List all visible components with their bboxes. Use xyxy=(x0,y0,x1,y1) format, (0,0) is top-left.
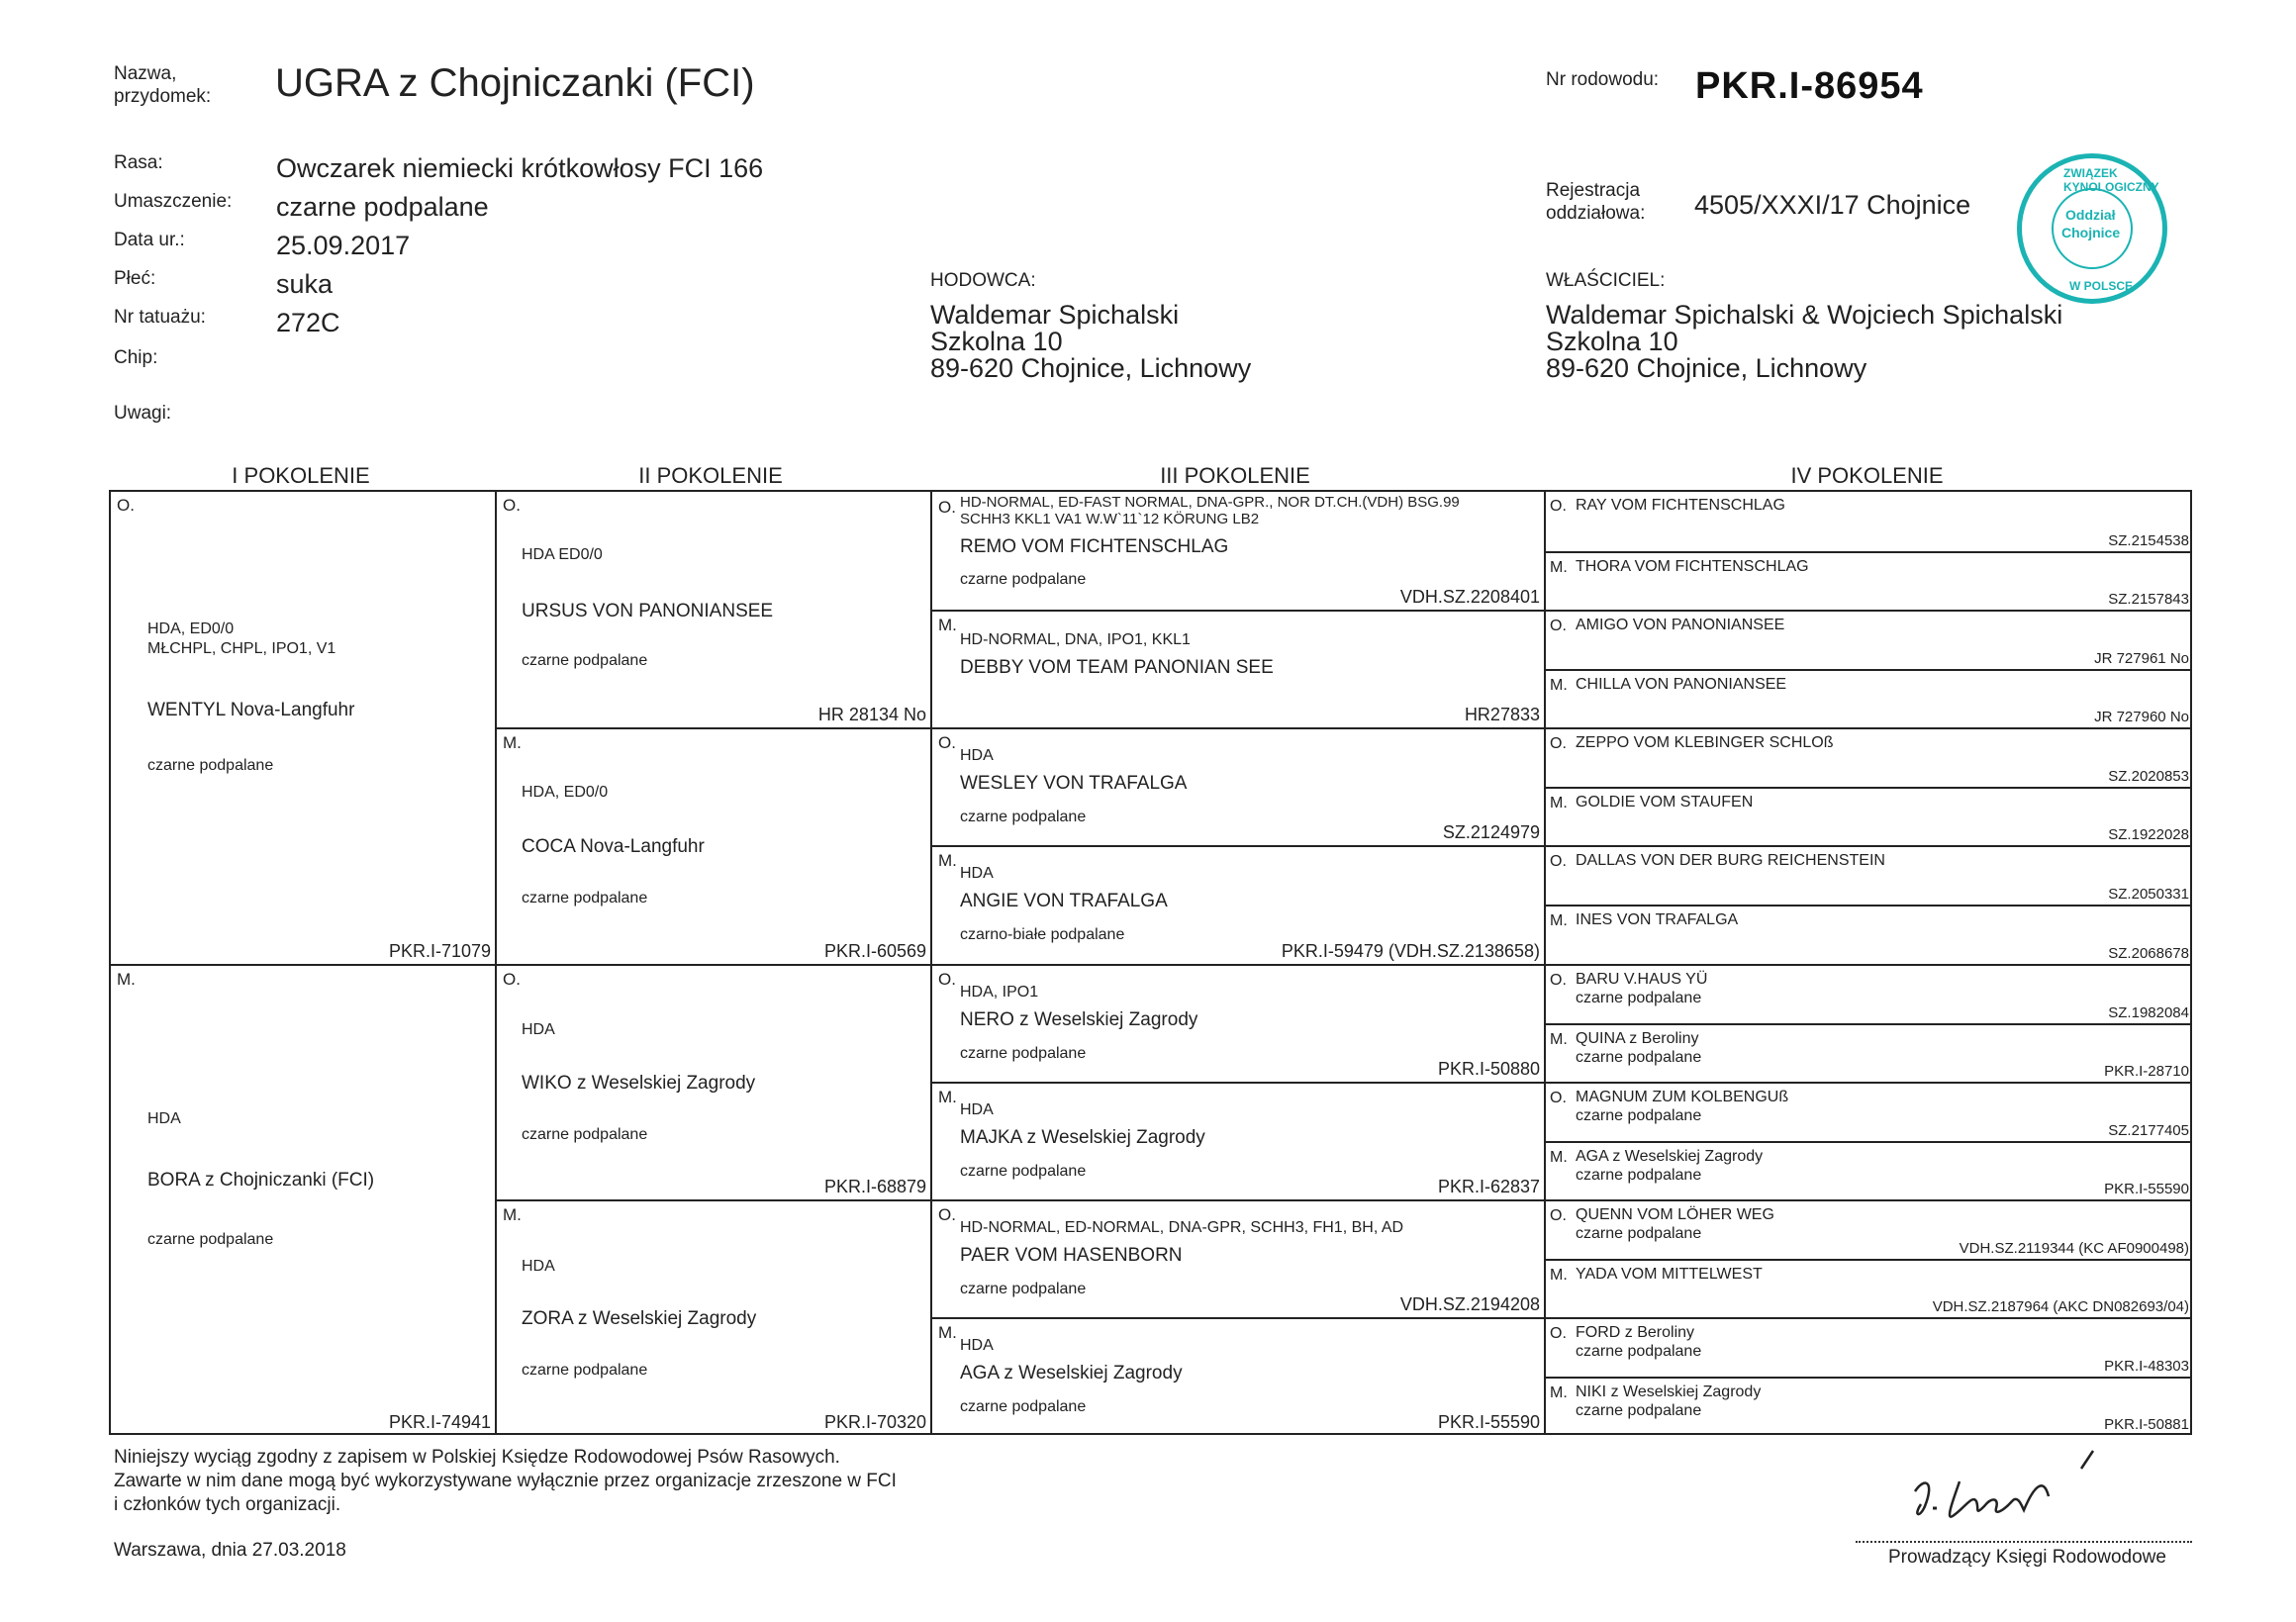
dog-name: FORD z Beroliny xyxy=(1576,1324,1695,1341)
sex-mark: O. xyxy=(938,1205,956,1224)
dog-name: BORA z Chojniczanki (FCI) xyxy=(147,1170,375,1191)
registration-number: VDH.SZ.2208401 xyxy=(1399,587,1540,607)
gen2-cell xyxy=(497,964,930,1199)
dog-name: QUENN VOM LÖHER WEG xyxy=(1576,1206,1774,1223)
dog-color: czarne podpalane xyxy=(1576,1049,1702,1066)
dog-name: ZEPPO VOM KLEBINGER SCHLOß xyxy=(1576,734,1834,751)
registration-number: SZ.2157843 xyxy=(2108,591,2189,608)
dog-name: MAJKA z Weselskiej Zagrody xyxy=(960,1127,1205,1148)
field-label: Umaszczenie: xyxy=(114,191,233,212)
sex-mark: O. xyxy=(1550,1207,1567,1224)
sex-mark: O. xyxy=(938,970,956,989)
dog-name: ANGIE VON TRAFALGA xyxy=(960,891,1168,911)
association-stamp xyxy=(2017,153,2167,304)
registration-number: SZ.2177405 xyxy=(2108,1122,2189,1139)
gen4-cell xyxy=(1546,727,2192,787)
dog-name: QUINA z Beroliny xyxy=(1576,1030,1699,1047)
titles: MŁCHPL, CHPL, IPO1, V1 xyxy=(147,640,336,657)
titles: HD-NORMAL, DNA, IPO1, KKL1 xyxy=(960,631,1191,648)
dog-name: WENTYL Nova-Langfuhr xyxy=(147,700,355,720)
dog-name: AGA z Weselskiej Zagrody xyxy=(960,1363,1183,1383)
dog-color: czarne podpalane xyxy=(960,1398,1087,1415)
gen3-cell xyxy=(932,610,1544,727)
gen2-cell xyxy=(497,727,930,964)
gen4-cell xyxy=(1546,845,2192,905)
sex-mark: O. xyxy=(503,970,521,989)
dog-name: ZORA z Weselskiej Zagrody xyxy=(522,1308,757,1329)
stamp-center-line1: Oddział xyxy=(2065,207,2116,223)
gen-header-3: III POKOLENIE xyxy=(1160,463,1310,488)
gen2-cell xyxy=(497,1199,930,1435)
registration-number: PKR.I-48303 xyxy=(2104,1358,2189,1375)
gen4-cell xyxy=(1546,964,2192,1023)
dog-color: czarne podpalane xyxy=(1576,1167,1702,1184)
registration-number: PKR.I-55590 xyxy=(1437,1412,1540,1432)
dog-name: THORA VOM FICHTENSCHLAG xyxy=(1576,558,1809,575)
dog-color: czarne podpalane xyxy=(960,809,1087,825)
sex-mark: M. xyxy=(938,1088,957,1106)
registration-number: SZ.1982084 xyxy=(2108,1004,2189,1021)
sex-mark: O. xyxy=(1550,1090,1567,1106)
pedigree-number: PKR.I-86954 xyxy=(1695,65,1924,107)
dog-name: DEBBY VOM TEAM PANONIAN SEE xyxy=(960,657,1274,678)
dog-name: MAGNUM ZUM KOLBENGUß xyxy=(1576,1089,1789,1105)
registration-number: SZ.2068678 xyxy=(2108,945,2189,962)
footer-note-line: Niniejszy wyciąg zgodny z zapisem w Polskiej Księdze Rodowodowej Psów Rasowych. xyxy=(114,1447,840,1468)
gen2-cell xyxy=(497,492,930,727)
gen3-cell xyxy=(932,1082,1544,1199)
footer-note-line: Zawarte w nim dane mogą być wykorzystywane wyłącznie przez organizacje zrzeszone w FCI xyxy=(114,1471,897,1491)
dog-name: NIKI z Weselskiej Zagrody xyxy=(1576,1383,1762,1400)
dog-color: czarne podpalane xyxy=(147,757,274,774)
dog-name: DALLAS VON DER BURG REICHENSTEIN xyxy=(1576,852,1885,869)
sex-mark: O. xyxy=(1550,735,1567,752)
dog-name: INES VON TRAFALGA xyxy=(1576,911,1739,928)
gen1-sire xyxy=(111,492,495,964)
sex-mark: M. xyxy=(1550,795,1568,811)
sex-mark: O. xyxy=(1550,498,1567,515)
dog-name: BARU V.HAUS YÜ xyxy=(1576,971,1708,988)
registration-number: VDH.SZ.2194208 xyxy=(1399,1294,1540,1314)
owner-line: 89-620 Chojnice, Lichnowy xyxy=(1546,353,1867,383)
sex-mark: M. xyxy=(938,851,957,870)
titles: HDA xyxy=(960,1101,994,1118)
dog-color: czarne podpalane xyxy=(522,1126,648,1143)
field-label: Płeć: xyxy=(114,268,156,289)
registration-number: PKR.I-60569 xyxy=(823,941,926,961)
dog-name: REMO VOM FICHTENSCHLAG xyxy=(960,536,1229,557)
gen4-cell xyxy=(1546,669,2192,727)
sex-mark: O. xyxy=(938,498,956,517)
gen4-cell xyxy=(1546,787,2192,845)
field-value-color: czarne podpalane xyxy=(276,192,489,222)
gen4-cell xyxy=(1546,492,2192,551)
dog-name: RAY VOM FICHTENSCHLAG xyxy=(1576,497,1785,514)
titles: HDA xyxy=(522,1021,555,1038)
gen4-cell xyxy=(1546,905,2192,964)
owner-line: Waldemar Spichalski & Wojciech Spichalski xyxy=(1546,300,2063,330)
dog-color: czarne podpalane xyxy=(147,1231,274,1248)
stamp-bottom-text: W POLSCE xyxy=(2069,279,2134,293)
registration-number: PKR.I-62837 xyxy=(1437,1177,1540,1196)
registration-number: VDH.SZ.2187964 (AKC DN082693/04) xyxy=(1932,1298,2189,1315)
registration-number: PKR.I-68879 xyxy=(823,1177,926,1196)
dog-name: GOLDIE VOM STAUFEN xyxy=(1576,794,1754,811)
registration-number: SZ.2124979 xyxy=(1442,822,1540,842)
dog-color: czarne podpalane xyxy=(960,571,1087,588)
gen4-cell xyxy=(1546,1199,2192,1259)
registration-value: 4505/XXXI/17 Chojnice xyxy=(1694,190,1971,220)
field-label: Uwagi: xyxy=(114,403,172,424)
sex-mark: O. xyxy=(938,733,956,752)
breeder-line: 89-620 Chojnice, Lichnowy xyxy=(930,353,1252,383)
stamp-top-text: ZWIĄZEK KYNOLOGICZNY xyxy=(2063,166,2159,194)
field-label: Chip: xyxy=(114,347,158,368)
gen3-cell xyxy=(932,1199,1544,1317)
pedigree-label: Nr rodowodu: xyxy=(1546,69,1660,90)
dog-name: CHILLA VON PANONIANSEE xyxy=(1576,676,1787,693)
titles: HDA, ED0/0 xyxy=(522,784,609,801)
sex-mark: M. xyxy=(1550,912,1568,929)
sex-mark: M. xyxy=(503,1205,522,1224)
registration-number: SZ.2020853 xyxy=(2108,768,2189,785)
name-label-line2: przydomek: xyxy=(114,86,212,107)
registration-number: PKR.I-74941 xyxy=(388,1412,491,1432)
registration-label-line1: Rejestracja xyxy=(1546,180,1641,201)
sex-mark: M. xyxy=(503,733,522,752)
dog-color: czarne podpalane xyxy=(1576,1343,1702,1360)
gen3-cell xyxy=(932,727,1544,845)
sex-mark: O. xyxy=(1550,972,1567,989)
titles: HD-NORMAL, ED-NORMAL, DNA-GPR, SCHH3, FH1, BH, AD xyxy=(960,1219,1404,1236)
signature-line xyxy=(1856,1541,2192,1543)
titles: HDA ED0/0 xyxy=(522,546,603,563)
registration-label-line2: oddziałowa: xyxy=(1546,203,1646,224)
dog-color: czarne podpalane xyxy=(522,1362,648,1379)
dog-name: YADA VOM MITTELWEST xyxy=(1576,1266,1763,1283)
titles: HDA, ED0/0 xyxy=(147,620,235,637)
sex-mark: M. xyxy=(1550,1149,1568,1166)
dog-color: czarne podpalane xyxy=(1576,990,1702,1006)
dog-name: UGRA z Chojniczanki (FCI) xyxy=(275,61,755,105)
sex-mark: O. xyxy=(503,496,521,515)
footer-note-line: i członków tych organizacji. xyxy=(114,1494,341,1515)
dog-color: czarne podpalane xyxy=(960,1163,1087,1180)
dog-name: WESLEY VON TRAFALGA xyxy=(960,773,1188,794)
gen4-cell xyxy=(1546,1023,2192,1082)
dog-name: NERO z Weselskiej Zagrody xyxy=(960,1009,1198,1030)
titles: SCHH3 KKL1 VA1 W.W`11`12 KÖRUNG LB2 xyxy=(960,511,1260,527)
titles: HD-NORMAL, ED-FAST NORMAL, DNA-GPR., NOR DT.CH.(VDH) BSG.99 xyxy=(960,494,1460,511)
registration-number: PKR.I-59479 (VDH.SZ.2138658) xyxy=(1281,941,1540,961)
field-value-tattoo: 272C xyxy=(276,308,340,337)
signature xyxy=(1885,1447,2123,1546)
dog-name: AGA z Weselskiej Zagrody xyxy=(1576,1148,1764,1165)
gen4-cell xyxy=(1546,551,2192,610)
titles: HDA xyxy=(960,1337,994,1354)
dog-name: PAER VOM HASENBORN xyxy=(960,1245,1183,1266)
gen4-cell xyxy=(1546,1082,2192,1141)
gen4-cell xyxy=(1546,1377,2192,1435)
breeder-line: Waldemar Spichalski xyxy=(930,300,1180,330)
titles: HDA xyxy=(960,865,994,882)
dog-name: COCA Nova-Langfuhr xyxy=(522,836,705,857)
dog-color: czarno-białe podpalane xyxy=(960,926,1125,943)
registration-number: JR 727961 No xyxy=(2094,650,2189,667)
gen4-cell xyxy=(1546,1317,2192,1377)
dog-color: czarne podpalane xyxy=(522,890,648,906)
titles: HDA xyxy=(147,1110,181,1127)
gen4-cell xyxy=(1546,1141,2192,1199)
registration-number: SZ.1922028 xyxy=(2108,826,2189,843)
sex-mark: M. xyxy=(938,616,957,634)
gen-header-1: I POKOLENIE xyxy=(232,463,370,488)
dog-name: WIKO z Weselskiej Zagrody xyxy=(522,1073,756,1094)
stamp-center-line2: Chojnice xyxy=(2061,225,2121,240)
sex-mark: M. xyxy=(1550,1267,1568,1284)
gen3-cell xyxy=(932,964,1544,1082)
dog-color: czarne podpalane xyxy=(960,1281,1087,1297)
gen-header-2: II POKOLENIE xyxy=(638,463,783,488)
registration-number: SZ.2050331 xyxy=(2108,886,2189,903)
dog-name: URSUS VON PANONIANSEE xyxy=(522,601,774,621)
sex-mark: M. xyxy=(117,970,136,989)
signature-caption: Prowadzący Księgi Rodowodowe xyxy=(1888,1547,2166,1568)
gen3-cell xyxy=(932,492,1544,610)
dog-color: czarne podpalane xyxy=(522,652,648,669)
pedigree-table xyxy=(109,490,2192,1435)
sex-mark: M. xyxy=(1550,1031,1568,1048)
gen4-cell xyxy=(1546,610,2192,669)
registration-number: JR 727960 No xyxy=(2094,709,2189,725)
registration-number: PKR.I-28710 xyxy=(2104,1063,2189,1080)
registration-number: HR27833 xyxy=(1464,705,1540,724)
registration-number: PKR.I-55590 xyxy=(2104,1181,2189,1197)
owner-line: Szkolna 10 xyxy=(1546,327,1678,356)
registration-number: HR 28134 No xyxy=(817,705,926,724)
breeder-line: Szkolna 10 xyxy=(930,327,1063,356)
sex-mark: M. xyxy=(1550,559,1568,576)
field-value-sex: suka xyxy=(276,269,334,299)
dog-name: AMIGO VON PANONIANSEE xyxy=(1576,617,1785,633)
gen1-dam xyxy=(111,964,495,1435)
breeder-label: HODOWCA: xyxy=(930,270,1036,291)
dog-color: czarne podpalane xyxy=(1576,1402,1702,1419)
registration-number: PKR.I-70320 xyxy=(823,1412,926,1432)
field-label: Rasa: xyxy=(114,152,163,173)
sex-mark: M. xyxy=(938,1323,957,1342)
gen4-cell xyxy=(1546,1259,2192,1317)
field-value-dob: 25.09.2017 xyxy=(276,231,411,260)
field-label: Nr tatuażu: xyxy=(114,307,206,328)
registration-number: PKR.I-71079 xyxy=(388,941,491,961)
registration-number: PKR.I-50880 xyxy=(1437,1059,1540,1079)
owner-label: WŁAŚCICIEL: xyxy=(1546,270,1666,291)
gen3-cell xyxy=(932,1317,1544,1435)
sex-mark: O. xyxy=(1550,853,1567,870)
name-label-line1: Nazwa, xyxy=(114,63,177,84)
field-label: Data ur.: xyxy=(114,230,185,250)
registration-number: PKR.I-50881 xyxy=(2104,1416,2189,1433)
dog-color: czarne podpalane xyxy=(1576,1225,1702,1242)
registration-number: VDH.SZ.2119344 (KC AF0900498) xyxy=(1959,1240,2189,1257)
titles: HDA xyxy=(960,747,994,764)
sex-mark: M. xyxy=(1550,677,1568,694)
registration-number: SZ.2154538 xyxy=(2108,532,2189,549)
titles: HDA xyxy=(522,1258,555,1275)
titles: HDA, IPO1 xyxy=(960,984,1039,1001)
dog-color: czarne podpalane xyxy=(960,1045,1087,1062)
sex-mark: O. xyxy=(1550,1325,1567,1342)
issue-date: Warszawa, dnia 27.03.2018 xyxy=(114,1540,346,1561)
gen-header-4: IV POKOLENIE xyxy=(1790,463,1944,488)
gen3-cell xyxy=(932,845,1544,964)
sex-mark: O. xyxy=(1550,618,1567,634)
sex-mark: M. xyxy=(1550,1384,1568,1401)
sex-mark: O. xyxy=(117,496,135,515)
field-value-breed: Owczarek niemiecki krótkowłosy FCI 166 xyxy=(276,153,764,183)
dog-color: czarne podpalane xyxy=(1576,1107,1702,1124)
